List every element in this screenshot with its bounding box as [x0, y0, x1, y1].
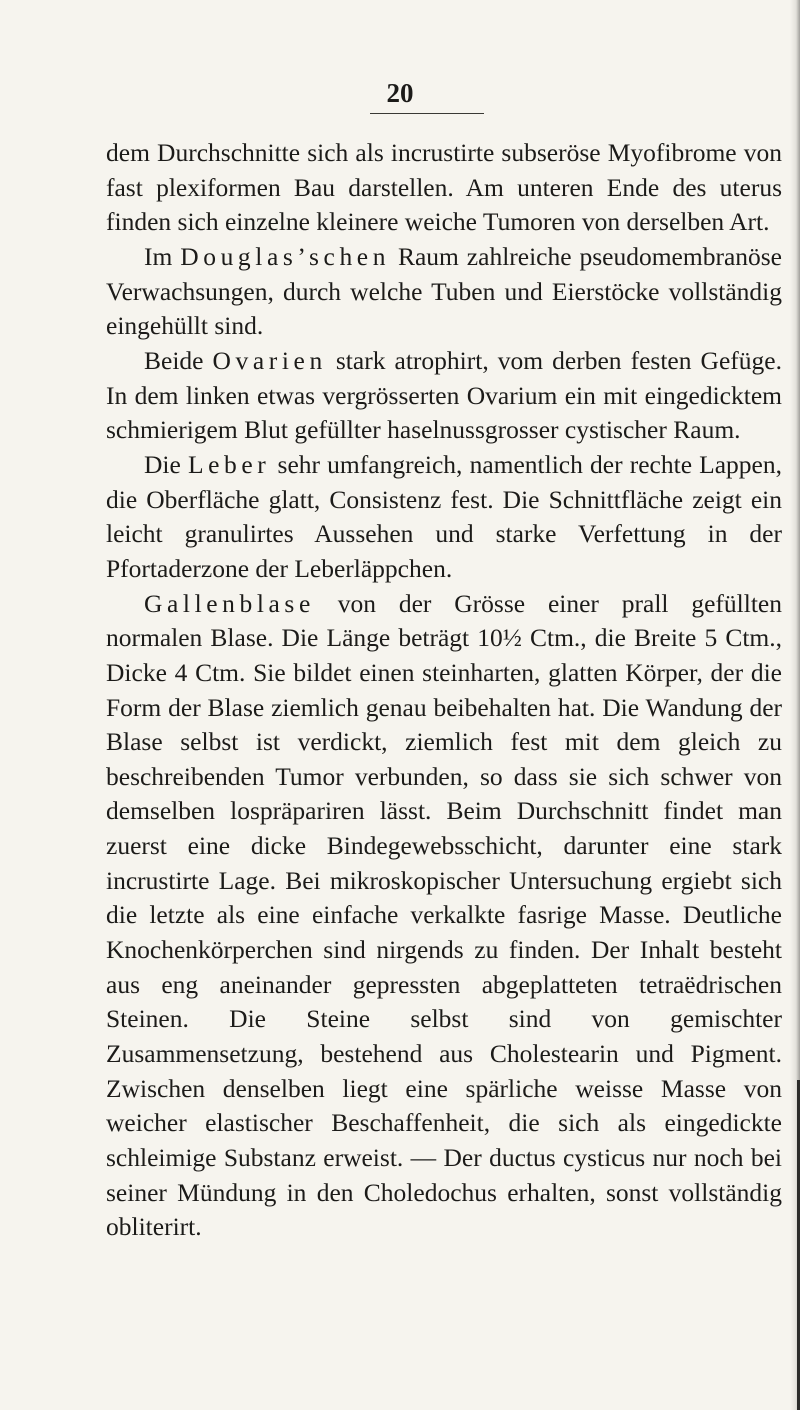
- spaced-term: Gallenblase: [144, 588, 315, 618]
- paragraph-text: Raum zahlreiche pseudomembranöse Verwachsungen, durch welche Tuben und Eierstöcke vollständig eingehüllt sind.: [106, 241, 782, 341]
- paragraph-text: Beide: [144, 345, 213, 375]
- spaced-term: Ovarien: [212, 345, 327, 375]
- paragraph: [106, 587, 782, 1245]
- spaced-term: Douglas’schen: [180, 241, 391, 271]
- spaced-term: Leber: [187, 449, 271, 479]
- paragraph-text: von der Grösse einer prall gefüllten normalen Blase. Die Länge beträgt 10½ Ctm., die Breite 5 Ctm., Dicke 4 Ctm. Sie bildet einen steinharten, glatten Körper, der die Form der Blase ziemlich genau beibehalten hat. Die Wandung der Blase selbst ist verdickt, ziemlich fest mit dem gleich zu beschreibenden Tumor verbunden, so dass sie sich schwer von demselben lospräpariren lässt. Beim Durchschnitt findet man zuerst eine dicke Bindegewebsschicht, darunter eine stark incrustirte Lage. Bei mikroskopischer Untersuchung ergiebt sich die letzte als eine einfache verkalkte fasrige Masse. Deutliche Knochenkörperchen sind nirgends zu finden. Der Inhalt besteht aus eng aneinander gepressten abgeplatteten tetraëdrischen Steinen. Die Steine selbst sind von gemischter Zusammensetzung, bestehend aus Cholestearin und Pigment. Zwischen denselben liegt eine spärliche weisse Masse von weicher elastischer Beschaffenheit, die sich als eingedickte schleimige Substanz erweist. — Der ductus cysticus nur noch bei seiner Mündung in den Choledochus erhalten, sonst vollständig obliterirt.: [106, 588, 782, 1242]
- paragraph: [106, 344, 782, 448]
- paragraph-text: stark atrophirt, vom derben festen Gefüge. In dem linken etwas vergrösserten Ovarium ein mit eingedicktem schmierigem Blut gefüllter haselnussgrosser cystischer Raum.: [106, 345, 782, 445]
- body-text: [106, 136, 782, 1245]
- paragraph-text: dem Durchschnitte sich als incrustirte subseröse Myofibrome von fast plexiformen Bau darstellen. Am unteren Ende des uterus finden sich einzelne kleinere weiche Tumoren von derselben Art.: [106, 138, 782, 237]
- paragraph-text: Im: [144, 241, 181, 271]
- paragraph: [106, 136, 782, 240]
- paragraph-text: Die: [144, 449, 188, 479]
- paragraph: [106, 448, 782, 587]
- paragraph: [106, 240, 782, 344]
- paragraph-text: sehr umfangreich, namentlich der rechte Lappen, die Oberfläche glatt, Consistenz fest. Die Schnittfläche zeigt ein leicht granulirtes Aussehen und starke Verfettung in der Pfortaderzone der Leberläppchen.: [106, 449, 783, 583]
- page-number-rule: [370, 113, 484, 114]
- page-number: 20: [386, 78, 414, 108]
